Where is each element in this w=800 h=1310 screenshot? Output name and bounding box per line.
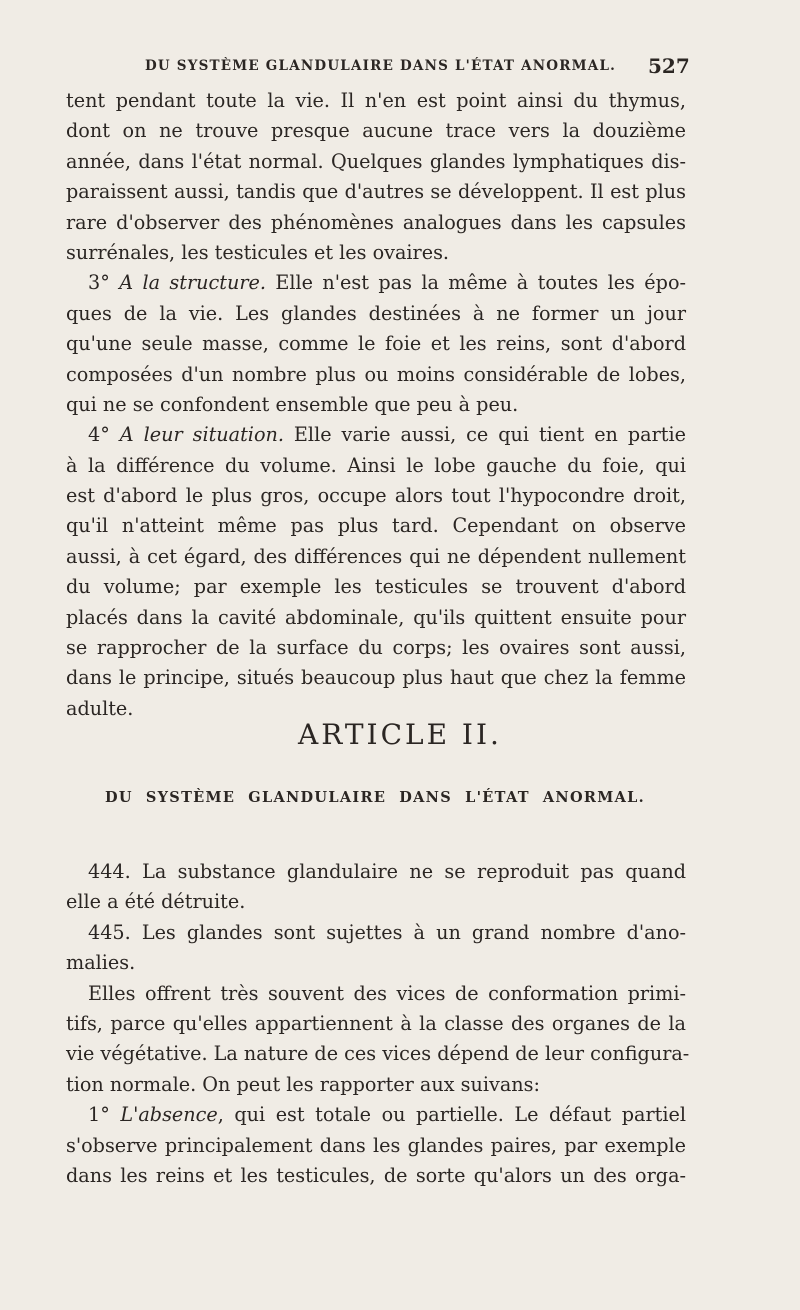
line-text: tifs, parce qu'elles appartiennent à la classe des organes de la xyxy=(66,1011,686,1035)
text-line xyxy=(66,603,686,633)
text-line xyxy=(66,238,686,268)
text-line xyxy=(66,663,686,693)
text-line xyxy=(66,329,686,359)
line-text: dans le principe, situés beaucoup plus haut que chez la femme xyxy=(66,666,686,690)
line-text: dont on ne trouve presque aucune trace vers la douzième xyxy=(66,119,686,143)
text-line xyxy=(66,451,686,481)
text-line xyxy=(66,360,686,390)
line-text: Elle n'est pas la même à toutes les épo- xyxy=(265,271,686,295)
paragraph-number: 1° xyxy=(88,1103,121,1127)
text-line xyxy=(66,1161,686,1191)
text-line xyxy=(66,86,686,116)
line-text: placés dans la cavité abdominale, qu'ils quittent ensuite pour xyxy=(66,605,686,629)
italic-phrase: A la structure. xyxy=(119,271,266,295)
line-text: année, dans l'état normal. Quelques glandes lymphatiques dis- xyxy=(66,149,686,173)
line-text: tent pendant toute la vie. Il n'en est point ainsi du thymus, xyxy=(66,89,686,112)
text-line xyxy=(66,147,686,177)
italic-phrase: L'absence xyxy=(120,1103,218,1127)
line-text: rare d'observer des phénomènes analogues dans les capsules xyxy=(66,210,686,234)
line-text: ques de la vie. Les glandes destinées à ne former un jour xyxy=(66,301,686,325)
text-line xyxy=(66,390,686,420)
text-line xyxy=(66,420,686,450)
text-line xyxy=(66,887,686,917)
text-line xyxy=(66,268,686,298)
text-line xyxy=(66,177,686,207)
line-text: paraissent aussi, tandis que d'autres se développent. Il est plus xyxy=(66,180,686,204)
text-line xyxy=(66,979,686,1009)
article-subheading: DU SYSTÈME GLANDULAIRE DANS L'ÉTAT ANORMAL. xyxy=(105,789,645,806)
line-text: elle a été détruite. xyxy=(66,890,246,914)
line-text: s'observe principalement dans les glandes paires, par exemple xyxy=(66,1133,686,1157)
article-heading: ARTICLE II. xyxy=(298,718,502,751)
text-line xyxy=(66,948,686,978)
line-text: Elles offrent très souvent des vices de conformation primi- xyxy=(88,981,686,1005)
line-text: du volume; par exemple les testicules se trouvent d'abord xyxy=(66,575,686,599)
text-line xyxy=(66,208,686,238)
line-text: aussi, à cet égard, des différences qui ne dépendent nullement xyxy=(66,544,686,568)
running-head: DU SYSTÈME GLANDULAIRE DANS L'ÉTAT ANORMAL. xyxy=(145,58,617,74)
line-text: tion normale. On peut les rapporter aux suivans: xyxy=(66,1072,540,1096)
text-line xyxy=(66,572,686,602)
text-line xyxy=(66,1009,686,1039)
italic-phrase: A leur situation. xyxy=(119,423,284,447)
line-text: malies. xyxy=(66,951,136,975)
text-line xyxy=(66,481,686,511)
text-line xyxy=(66,1039,690,1069)
paragraph-number: 4° xyxy=(88,423,120,447)
line-text: à la différence du volume. Ainsi le lobe gauche du foie, qui xyxy=(66,453,686,477)
line-text: Elle varie aussi, ce qui tient en partie xyxy=(283,423,686,447)
text-line xyxy=(66,857,686,887)
line-text: vie végétative. La nature de ces vices dépend de leur configura- xyxy=(66,1042,690,1066)
body-text-bottom xyxy=(66,857,690,1191)
line-text: adulte. xyxy=(66,696,134,720)
text-line xyxy=(66,511,686,541)
text-line xyxy=(66,1070,686,1100)
text-line xyxy=(66,1100,686,1130)
text-line xyxy=(66,299,686,329)
line-text: surrénales, les testicules et les ovaires. xyxy=(66,240,450,264)
text-line xyxy=(66,1131,686,1161)
text-line xyxy=(66,116,686,146)
line-text: 444. La substance glandulaire ne se reproduit pas quand xyxy=(88,860,686,883)
text-line xyxy=(66,918,686,948)
line-text: qu'il n'atteint même pas plus tard. Cependant on observe xyxy=(66,514,686,538)
line-text: , qui est totale ou partielle. Le défaut partiel xyxy=(217,1103,687,1127)
text-line xyxy=(66,633,686,663)
line-text: qu'une seule masse, comme le foie et les reins, sont d'abord xyxy=(66,332,686,356)
paragraph-number: 3° xyxy=(88,271,120,295)
line-text: 445. Les glandes sont sujettes à un grand nombre d'ano- xyxy=(88,920,686,944)
text-line xyxy=(66,542,686,572)
line-text: composées d'un nombre plus ou moins considérable de lobes, xyxy=(66,362,686,386)
line-text: se rapprocher de la surface du corps; les ovaires sont aussi, xyxy=(66,636,686,660)
body-text-top xyxy=(66,86,686,724)
line-text: qui ne se confondent ensemble que peu à peu. xyxy=(66,392,519,416)
line-text: est d'abord le plus gros, occupe alors tout l'hypocondre droit, xyxy=(66,484,686,508)
page-number: 527 xyxy=(648,54,690,78)
line-text: dans les reins et les testicules, de sorte qu'alors un des orga- xyxy=(66,1163,686,1187)
